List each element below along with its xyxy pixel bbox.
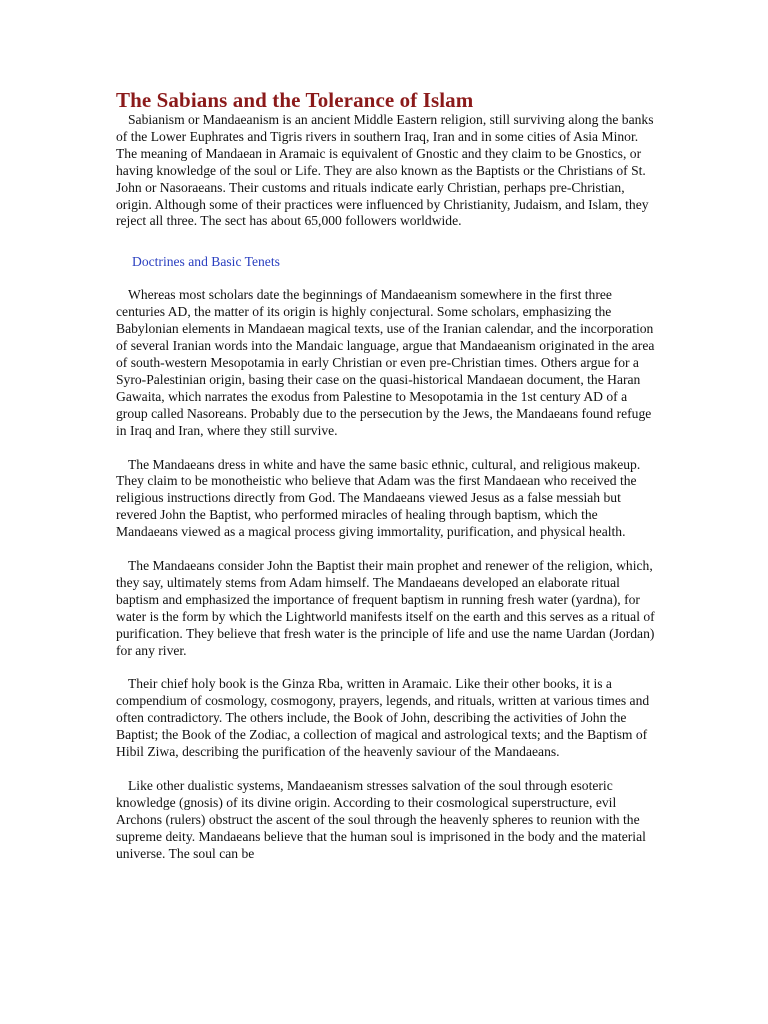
body-paragraph-dualism: Like other dualistic systems, Mandaeanism stresses salvation of the soul through esoteric knowledge (gnosis) of its divine origin. According to their cosmological superstructure, evil Archons (rulers) obstruct the ascent of the soul through the heavenly spheres to reunion with the supreme deity. Mandaeans believe that the human soul is imprisoned in the body and the material universe. The soul can be [116, 778, 646, 861]
body-paragraph-origin: Whereas most scholars date the beginnings of Mandaeanism somewhere in the first three centuries AD, the matter of its origin is highly conjectural. Some scholars, emphasizing the Babylonian elements in Mandaean magical texts, use of the Iranian calendar, and the incorporation of several Iranian words into the Mandaic language, argue that Mandaeanism originated in the area of south-western Mesopotamia in early Christian or even pre-Christian times. Others argue for a Syro-Palestinian origin, basing their case on the quasi-historical Mandaean document, the Haran Gawaita, which narrates the exodus from Palestine to Mesopotamia in the 1st century AD of a group called Nasoreans. Probably due to the persecution by the Jews, the Mandaeans found refuge in Iraq and Iran, where they still survive. [116, 287, 655, 438]
intro-paragraph: Sabianism or Mandaeanism is an ancient Middle Eastern religion, still surviving along the banks of the Lower Euphrates and Tigris rivers in southern Iraq, Iran and in some cities of Asia Minor. The meaning of Mandaean in Aramaic is equivalent of Gnostic and they claim to be Gnostics, or having knowledge of the soul or Life. They are also known as the Baptists or the Christians of St. John or Nasoraeans. Their customs and rituals indicate early Christian, perhaps pre-Christian, origin. Although some of their practices were influenced by Christianity, Judaism, and Islam, they reject all three. The sect has about 65,000 followers worldwide. [116, 112, 654, 229]
document-page [116, 88, 656, 863]
section-heading: Doctrines and Basic Tenets [132, 254, 280, 270]
body-paragraph-holy-book: Their chief holy book is the Ginza Rba, written in Aramaic. Like their other books, it is a compendium of cosmology, cosmogony, prayers, legends, and rituals, written at various times and often contradictory. The others include, the Book of John, describing the activities of John the Baptist; the Book of the Zodiac, a collection of magical and astrological texts; and the Baptism of Hibil Ziwa, describing the purification of the heavenly saviour of the Mandaeans. [116, 676, 650, 760]
body-paragraph-baptism: The Mandaeans consider John the Baptist their main prophet and renewer of the religion, which, they say, ultimately stems from Adam himself. The Mandaeans developed an elaborate ritual baptism and emphasized the importance of frequent baptism in running fresh water (yardna), for water is the form by which the Lightworld manifests itself on the earth and this serves as a ritual of purification. They believe that fresh water is the principle of life and use the name Uardan (Jordan) for any river. [116, 558, 655, 658]
body-paragraph-dress: The Mandaeans dress in white and have the same basic ethnic, cultural, and religious makeup. They claim to be monotheistic who believe that Adam was the first Mandaean who received the religious instructions directly from God. The Mandaeans viewed Jesus as a false messiah but revered John the Baptist, who performed miracles of healing through baptism, which the Mandaeans viewed as a magical process giving immortality, purification, and physical health. [116, 456, 641, 540]
document-title: The Sabians and the Tolerance of Islam [116, 88, 474, 112]
